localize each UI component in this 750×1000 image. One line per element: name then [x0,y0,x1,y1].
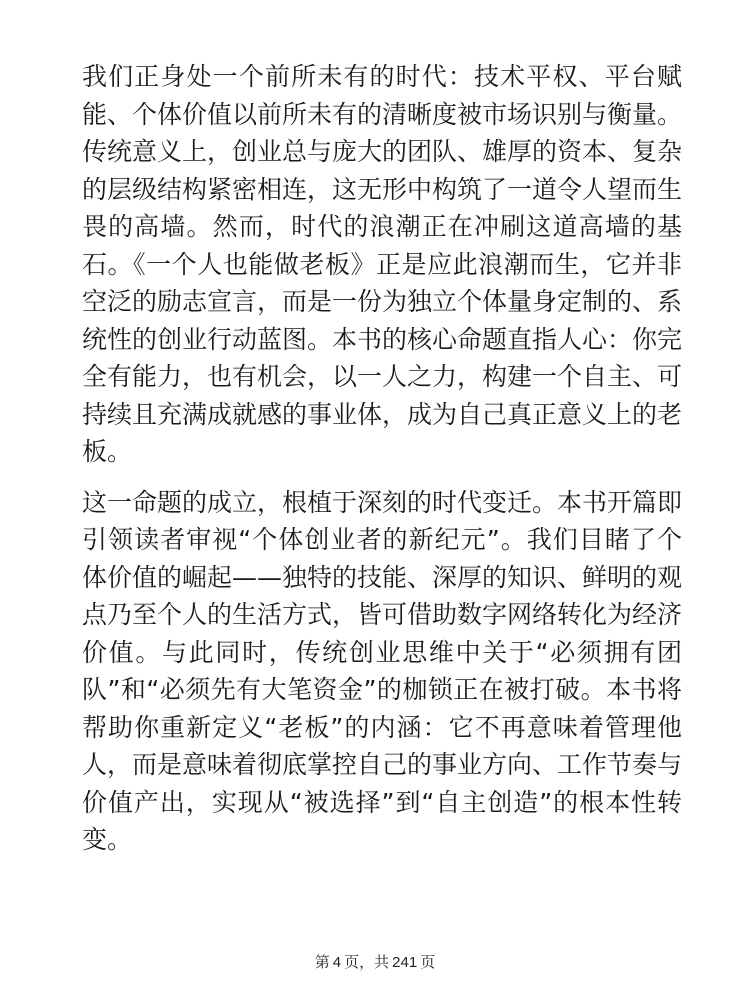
total-pages-number: 241 [392,954,418,971]
page-footer [0,952,750,973]
footer-middle: 页，共 [344,953,390,971]
paragraph-2: 这一命题的成立，根植于深刻的时代变迁。本书开篇即引领读者审视“个体创业者的新纪元”。我们目睹了个体价值的崛起——独特的技能、深厚的知识、鲜明的观点乃至个人的生活方式，皆可借助数字网络转化为经济价值。与此同时，传统创业思维中关于“必须拥有团队”和“必须先有大笔资金”的枷锁正在被打破。本书将帮助你重新定义“老板”的内涵：它不再意味着管理他人，而是意味着彻底掌控自己的事业方向、工作节奏与价值产出，实现从“被选择”到“自主创造”的根本性转变。 [82,487,683,854]
paragraph-1: 我们正身处一个前所未有的时代：技术平权、平台赋能、个体价值以前所未有的清晰度被市场识别与衡量。传统意义上，创业总与庞大的团队、雄厚的资本、复杂的层级结构紧密相连，这无形中构筑了一道令人望而生畏的高墙。然而，时代的浪潮正在冲刷这道高墙的基石。《一个人也能做老板》正是应此浪潮而生，它并非空泛的励志宣言，而是一份为独立个体量身定制的、系统性的创业行动蓝图。本书的核心命题直指人心：你完全有能力，也有机会，以一人之力，构建一个自主、可持续且充满成就感的事业体，成为自己真正意义上的老板。 [82,62,683,466]
footer-suffix: 页 [420,953,436,971]
footer-prefix: 第 [314,953,330,971]
current-page-number: 4 [332,954,342,971]
body-text [82,58,682,859]
